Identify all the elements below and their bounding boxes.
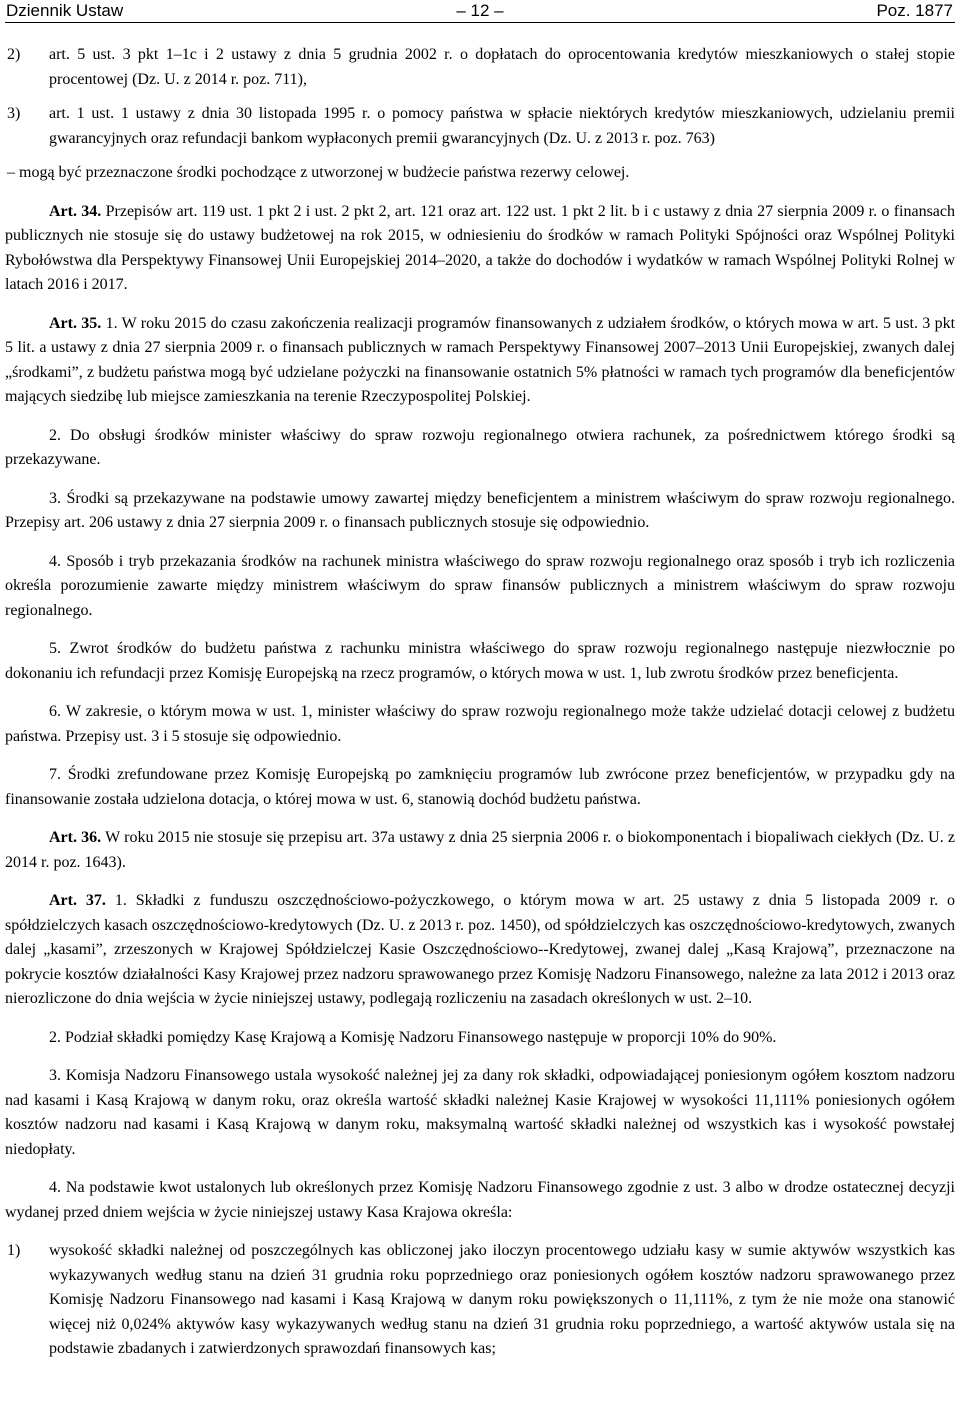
article-35-par-4: 4. Sposób i tryb przekazania środków na rachunek ministra właściwego do spraw rozwoju regionalnego oraz sposób i tryb ich rozliczenia określa porozumienie zawarte między ministrem właściwym do spraw finansów publicznych a ministrem właściwym do spraw rozwoju regionalnego. — [5, 552, 955, 619]
journal-title: Dziennik Ustaw — [6, 1, 124, 20]
list-item — [5, 43, 955, 92]
article-35-par-2: 2. Do obsługi środków minister właściwy do spraw rozwoju regionalnego otwiera rachunek, za pośrednictwem którego środki są przekazywane. — [5, 426, 955, 468]
article-37-par-1 — [5, 889, 955, 1012]
article-35-par-1 — [5, 312, 955, 410]
article-36 — [5, 826, 955, 875]
article-35-par-7: 7. Środki zrefundowane przez Komisję Europejską po zamknięciu programów lub zwrócone przez beneficjentów, w przypadku gdy na finansowanie została udzielona dotacja, o której mowa w ust. 6, stanowią dochód budżetu państwa. — [5, 766, 955, 808]
page-number: – 12 – — [456, 1, 504, 20]
list-item-text: wysokość składki należnej od poszczególnych kas obliczonej jako iloczyn procentowego udziału kasy w sumie aktywów wszystkich kas wykazywanych według stanu na dzień 31 grudnia roku poprzedniego oraz poniesionych ogółem kosztów nadzoru sprawowanego przez Komisję Nadzoru Finansowego nad kasami i Kasą Krajową w danym roku powiększonych o 11,111%, z tym że nie może ona stanowić więcej niż 0,024% aktywów kasy wykazywanych według stanu na dzień 31 grudnia roku poprzedniego, a wartość aktywów ustala się na podstawie zbadanych i zatwierdzonych sprawozdań finansowych kas; — [49, 1242, 955, 1357]
paragraph-text: 1. W roku 2015 do czasu zakończenia realizacji programów finansowanych z udziałem środków, o których mowa w art. 5 ust. 3 pkt 5 lit. a ustawy z dnia 27 sierpnia 2009 r. o finansach publicznych w ramach Perspektywy Finansowej 2007–2013 Unii Europejskiej, zwanych dalej „środkami”, z budżetu państwa mogą być udzielane pożyczki na finansowanie ostatnich 5% płatności w ramach tych programów dla beneficjentów mających siedzibę lub miejsce zamieszkania na terenie Rzeczypospolitej Polskiej. — [5, 314, 956, 405]
list-item-text: art. 1 ust. 1 ustawy z dnia 30 listopada 1995 r. o pomocy państwa w spłacie niektórych kredytów mieszkaniowych, udzielaniu premii gwarancyjnych oraz refundacji bankom wypłaconych premii gwarancyjnych (Dz. U. z 2013 r. poz. 763) — [49, 105, 955, 147]
list-item-number: 3) — [7, 105, 21, 122]
list-item-number: 1) — [7, 1242, 21, 1259]
paragraph-text: 1. Składki z funduszu oszczędnościowo-pożyczkowego, o którym mowa w art. 25 ustawy z dnia 5 listopada 2009 r. o spółdzielczych kasach oszczędnościowo-kredytowych (Dz. U. z 2013 r. poz. 1450), od spółdzielczych kas oszczędnościowo-kredytowych, zwanych dalej „kasami”, zrzeszonych w Krajowej Spółdzielczej Kasie Oszczędnościowo--Kredytowej, zwanej dalej „Kasą Krajową”, przeznaczone na pokrycie kosztów działalności Kasy Krajowej przez nadzoru sprawowanego przez Komisję Nadzoru Finansowego, należne za lata 2012 i 2013 oraz nierozliczone do dnia wejścia w życie niniejszej ustawy, podlegają rozliczeniu na zasadach określonych w ust. 2–10. — [5, 892, 956, 1007]
list-item — [5, 1239, 955, 1362]
document-body — [5, 23, 955, 1362]
article-text: Przepisów art. 119 ust. 1 pkt 2 i ust. 2 pkt 2, art. 121 oraz art. 122 ust. 1 pkt 2 lit. b i c ustawy z dnia 27 sierpnia 2009 r. o finansach publicznych nie stosuje się do ustawy budżetowej na rok 2015, w odniesieniu do środków w ramach Polityki Spójności oraz Wspólnej Polityki Rybołówstwa dla Perspektywy Finansowej Unii Europejskiej 2014–2020, a także do dochodów i wydatków w ramach Wspólnej Polityki Rolnej w latach 2016 i 2017. — [5, 202, 956, 293]
article-34 — [5, 200, 955, 298]
list-item — [5, 102, 955, 151]
list-item-number: 2) — [7, 46, 21, 63]
article-label: Art. 35. — [49, 314, 102, 332]
article-35-par-3: 3. Środki są przekazywane na podstawie umowy zawartej między beneficjentem a ministrem właściwym do spraw rozwoju regionalnego. Przepisy art. 206 ustawy z dnia 27 sierpnia 2009 r. o finansach publicznych stosuje się odpowiednio. — [5, 489, 955, 531]
article-label: Art. 37. — [49, 892, 106, 909]
article-label: Art. 36. — [49, 829, 102, 846]
article-35-par-5: 5. Zwrot środków do budżetu państwa z rachunku ministra właściwego do spraw rozwoju regionalnego następuje niezwłocznie po dokonaniu ich refundacji przez Komisję Europejską na rzecz programów, o których mowa w ust. 1, lub zwrotu środków przez beneficjenta. — [5, 640, 955, 682]
article-label: Art. 34. — [49, 202, 102, 220]
list-item-text: art. 5 ust. 3 pkt 1–1c i 2 ustawy z dnia 5 grudnia 2002 r. o dopłatach do oprocentowania kredytów mieszkaniowych o stałej stopie procentowej (Dz. U. z 2014 r. poz. 711), — [49, 46, 955, 88]
closing-clause: – mogą być przeznaczone środki pochodzące z utworzonej w budżecie państwa rezerwy celowej. — [7, 164, 630, 181]
article-text: W roku 2015 nie stosuje się przepisu art. 37a ustawy z dnia 25 sierpnia 2006 r. o biokomponentach i biopaliwach ciekłych (Dz. U. z 2014 r. poz. 1643). — [5, 829, 955, 871]
page-header — [5, 0, 955, 23]
article-37-par-4: 4. Na podstawie kwot ustalonych lub określonych przez Komisję Nadzoru Finansowego zgodnie z ust. 3 albo w drodze ostatecznej decyzji wydanej przed dniem wejścia w życie niniejszej ustawy Kasa Krajowa określa: — [5, 1179, 955, 1221]
article-37-par-2: 2. Podział składki pomiędzy Kasę Krajową a Komisję Nadzoru Finansowego następuje w proporcji 10% do 90%. — [49, 1028, 777, 1046]
article-35-par-6: 6. W zakresie, o którym mowa w ust. 1, minister właściwy do spraw rozwoju regionalnego może także udzielać dotacji celowej z budżetu państwa. Przepisy ust. 3 i 5 stosuje się odpowiednio. — [5, 703, 955, 745]
position-number: Poz. 1877 — [876, 1, 953, 20]
article-37-par-3: 3. Komisja Nadzoru Finansowego ustala wysokość należnej jej za dany rok składki, odpowiadającej poniesionym ogółem kosztom nadzoru nad kasami i Kasą Krajową w danym roku, oraz określa wartość składki należnej Kasie Krajowej w wysokości 11,111% poniesionych ogółem kosztów nadzoru nad kasami i Kasą Krajową w danym roku, maksymalną wartość składki należnej od wszystkich kas i wysokość powstałej niedopłaty. — [5, 1067, 955, 1158]
